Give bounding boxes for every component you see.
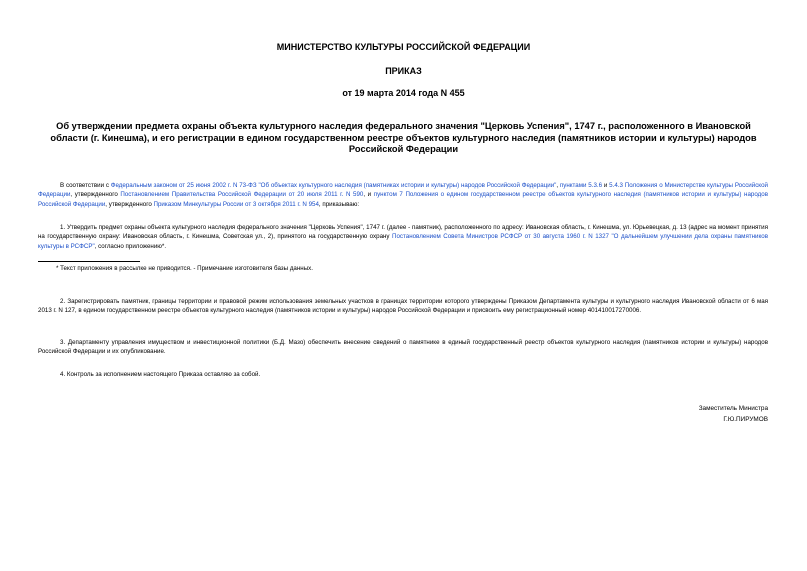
link-registry-regulation[interactable]: пунктом 7 Положения о едином государственном реестре объектов культурного наследия (памятников истории и культуры) народов Российской Федерации (38, 191, 768, 208)
order-heading: ПРИКАЗ (385, 66, 422, 76)
ministry-heading: МИНИСТЕРСТВО КУЛЬТУРЫ РОССИЙСКОЙ ФЕДЕРАЦИИ (276, 42, 531, 52)
preamble-text-1: В соответствии с (60, 182, 111, 189)
preamble-text-3: и (602, 182, 610, 189)
preamble-text-4: , утвержденного (70, 191, 121, 199)
item-1-text-1: 1. Утвердить предмет охраны объекта культурного наследия федерального значения "Церковь Успения", 1747 г. (далее - памятник), расположенного по адресу: Ивановская область, г. Кинешма, ул. Юрьевецкая, д. 13 (адрес на момент принятия на государственную охрану: Ивановская область, г. Кинешма, Советская ул., 2), принятого на государственную охрану (38, 224, 768, 241)
link-ministry-regulation[interactable]: 5.4.3 Положения о Министерстве культуры Российской Федерации (38, 182, 768, 199)
item-1-text-2: , согласно приложению*. (94, 242, 167, 250)
preamble-text-2: , (556, 182, 560, 189)
item-1-paragraph (38, 223, 768, 251)
preamble-text-6: , утвержденного (105, 200, 154, 208)
link-council-resolution-1327[interactable]: Постановлением Совета Министров РСФСР от 30 августа 1960 г. N 1327 "О дальнейшем улучшении дела охраны памятников культуры в РСФСР" (38, 233, 769, 250)
preamble-paragraph (38, 181, 768, 209)
footnote: * Текст приложения в рассылке не приводится. - Примечание изготовителя базы данных. (56, 265, 313, 272)
item-4-paragraph: 4. Контроль за исполнением настоящего Приказа оставляю за собой. (60, 371, 261, 378)
signature-name: Г.Ю.ПИРУМОВ (723, 416, 768, 423)
item-3-paragraph: 3. Департаменту управления имуществом и инвестиционной политики (Б.Д. Мазо) обеспечить внесение сведений о памятнике в единый государственный реестр объектов культурного наследия (памятников истории и культуры) народов Российской Федерации и их опубликование. (38, 339, 768, 356)
signature-position: Заместитель Министра (698, 405, 768, 412)
footnote-divider (38, 261, 140, 262)
link-clause-5-3-6[interactable]: пунктами 5.3.6 (559, 182, 603, 189)
item-2-paragraph: 2. Зарегистрировать памятник, границы территории и правовой режим использования земельных участков в границах территории которого утверждены Приказом Департамента культуры и культурного наследия Ивановской области от 6 мая 2013 г. N 127, в едином государственном реестре объектов культурного наследия (памятников истории и культуры) народов Российской Федерации и присвоить ему регистрационный номер 401410017270006. (38, 298, 768, 315)
preamble-text-5: , и (363, 191, 374, 199)
order-date: от 19 марта 2014 года N 455 (342, 88, 465, 98)
link-order-954[interactable]: Приказом Минкультуры России от 3 октября 2011 г. N 954 (153, 200, 319, 208)
link-federal-law-73fz[interactable]: Федеральным законом от 25 июня 2002 г. N 73-ФЗ "Об объектах культурного наследия (памятниках истории и культуры) народов Российской Федерации" (110, 182, 557, 189)
document-title: Об утверждении предмета охраны объекта культурного наследия федерального значения "Церковь Успения", 1747 г., расположенного в Ивановской области (г. Кинешма), и его регистрации в едином государственном реестре объектов культурного наследия (памятников истории и культуры) народов Российской Федерации (50, 121, 757, 155)
link-government-resolution-590[interactable]: Постановлением Правительства Российской Федерации от 20 июля 2011 г. N 590 (120, 191, 364, 199)
preamble-text-7: , приказываю: (318, 200, 360, 208)
